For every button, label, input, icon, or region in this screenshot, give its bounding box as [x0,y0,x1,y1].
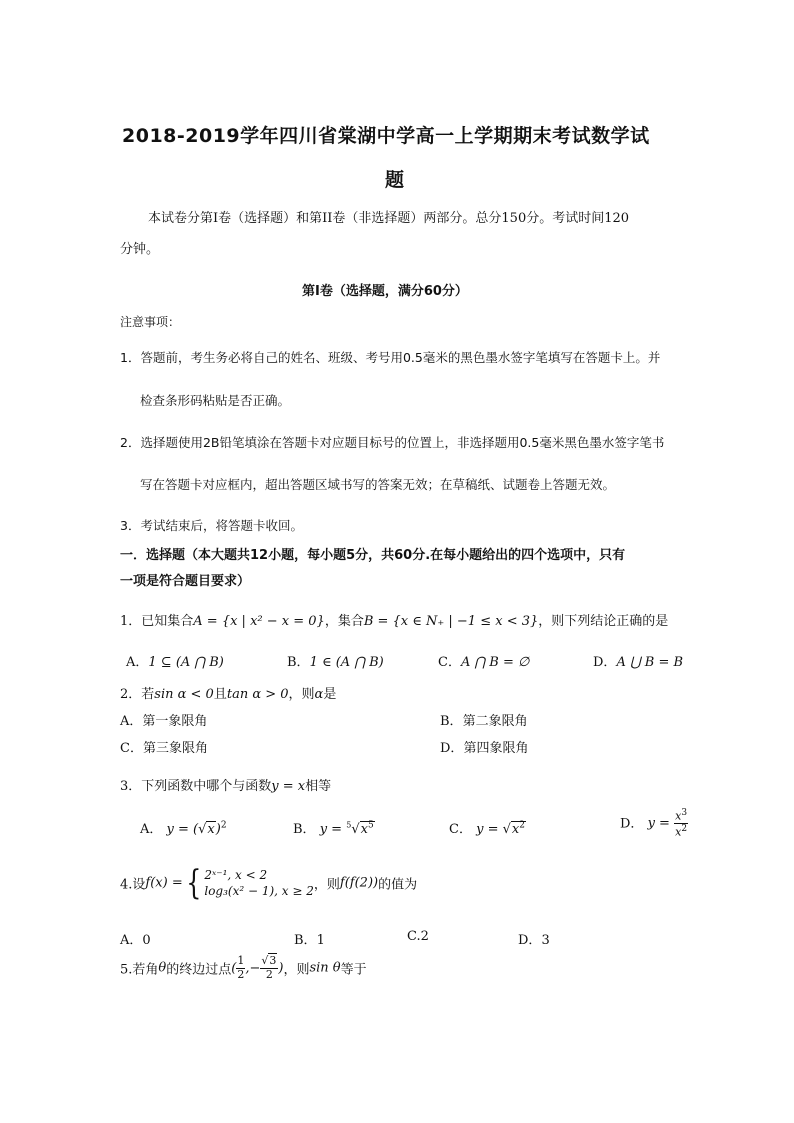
option-label: B． [294,933,317,948]
q1-set-b: B = {x ∈ N₊ | −1 ≤ x < 3} [363,614,539,629]
q2-cond1: sin α < 0 [154,687,214,702]
q2-var: α [314,687,324,702]
q3-stem-a: 3．下列函数中哪个与函数 [120,779,272,794]
note-2-line2: 写在答题卡对应框内，超出答题区域书写的答案无效；在草稿纸、试题卷上答题无效。 [140,477,616,492]
option-label: B． [293,822,316,837]
q3-fn: y = x [271,779,306,794]
q3-option-a: A． $y = (√x)^2$ [140,820,227,837]
q2-option-c [120,737,208,756]
option-label: A． [120,714,143,729]
part1-heading: 第Ⅰ卷（选择题，满分60分） [302,284,468,299]
q4-stem-b: ，则 [313,877,340,893]
q1-option-d [593,651,683,670]
exam-title-line2: 题 [385,169,405,191]
note-3: 3．考试结束后，将答题卡收回。 [120,518,303,533]
q3-option-d: D． y = $\frac{x^3}{x^2}$ [620,808,688,839]
q2-stem-c: ，则 [288,687,315,702]
q4-piecewise [204,867,314,899]
option-label: B． [440,714,463,729]
option-label: D． [440,741,464,756]
option-text: 第一象限角 [142,714,208,729]
q4-stem-a: 4.设 [120,877,146,893]
option-label: C． [438,655,461,670]
q3-stem [120,775,331,794]
q4-fx: f(x) = [145,875,183,891]
q4-expr: f(f(2)) [339,875,379,891]
q5-expr: sin θ [309,960,341,976]
option-label: A． [120,933,143,948]
option-text: 第三象限角 [142,741,208,756]
option-label: D． [593,655,617,670]
q4-case1: 2ˣ⁻¹, x < 2 [204,867,268,882]
q2-option-d [440,737,528,756]
q2-stem [120,683,336,702]
q5-stem-d: 等于 [340,962,367,978]
option-value: 2 [420,929,429,944]
section1-heading-line2: 一项是符合题目要求） [120,574,251,589]
option-label: D． [620,816,644,832]
note-1-line1: 1．答题前，考生务必将自己的姓名、班级、考号用0.5毫米的黑色墨水签字笔填写在答题卡上。并 [120,350,661,365]
option-text: 第四象限角 [463,741,529,756]
q2-option-b [440,710,528,729]
q5-stem-a: 5.若角 [120,962,159,978]
option-label: C. [407,929,421,944]
q4-option-c [407,929,429,944]
q2-stem-d: 是 [323,687,337,702]
q4-stem [120,863,418,903]
q1-stem [120,610,668,629]
option-text: 第二象限角 [462,714,528,729]
note-2-line1: 2．选择题使用2B铅笔填涂在答题卡对应题目标号的位置上，非选择题用0.5毫米黑色墨水签字笔书 [120,435,665,450]
notes-heading: 注意事项： [120,315,181,329]
q2-option-a [120,710,207,729]
option-expr: 1 ∈ (A ⋂ B) [309,655,384,670]
option-value: 3 [541,933,550,948]
option-label: A． [126,655,149,670]
q4-option-d [518,929,550,948]
q1-option-a [126,651,224,670]
q1-option-b [287,651,384,670]
option-value: 0 [142,933,151,948]
option-expr: A ⋂ B = ∅ [460,655,530,670]
q4-case2: log₃(x² − 1), x ≥ 2 [204,884,314,898]
option-label: C． [120,741,143,756]
q4-option-a [120,929,151,948]
left-brace-icon: { [185,863,202,903]
q5-theta: θ [158,960,167,976]
q1-stem-c: ，则下列结论正确的是 [538,614,669,629]
q5-stem-c: ，则 [283,962,310,978]
q3-option-b: B． $y = ^5√x^5$ [293,820,374,837]
section1-heading-line1: 一．选择题（本大题共12小题，每小题5分，共60分.在每小题给出的四个选项中，只有 [120,548,626,563]
q1-stem-a: 1．已知集合 [120,614,194,629]
q4-option-b [294,929,325,948]
exam-title-line1: 2018-2019学年四川省棠湖中学高一上学期期末考试数学试 [122,125,650,147]
q1-stem-b: ，集合 [324,614,364,629]
option-expr: 1 ⊆ (A ⋂ B) [148,655,224,670]
q2-stem-b: 且 [213,687,227,702]
note-1-line2: 检查条形码粘贴是否正确。 [140,393,291,408]
q5-stem-b: 的终边过点 [166,962,232,978]
q3-option-c: C． $y = √x^2$ [449,820,525,837]
q1-set-a: A = {x | x² − x = 0} [193,614,325,629]
q4-stem-c: 的值为 [378,877,418,893]
intro-line2: 分钟。 [120,242,160,257]
option-label: D． [518,933,542,948]
q5-stem [120,955,367,981]
q5-point: ( $\frac{1}{2}$ ,− $\frac{√3}{2}$ ) [231,954,284,981]
q3-stem-b: 相等 [305,779,332,794]
q2-cond2: tan α > 0 [226,687,289,702]
option-label: C． [449,822,472,837]
option-expr: A ⋃ B = B [616,655,684,670]
option-label: B． [287,655,310,670]
q2-stem-a: 2．若 [120,687,155,702]
q1-option-c [438,651,529,670]
option-label: A． [140,822,163,837]
intro-line1: 本试卷分第Ⅰ卷（选择题）和第II卷（非选择题）两部分。总分150分。考试时间120 [148,211,630,226]
option-value: 1 [316,933,325,948]
